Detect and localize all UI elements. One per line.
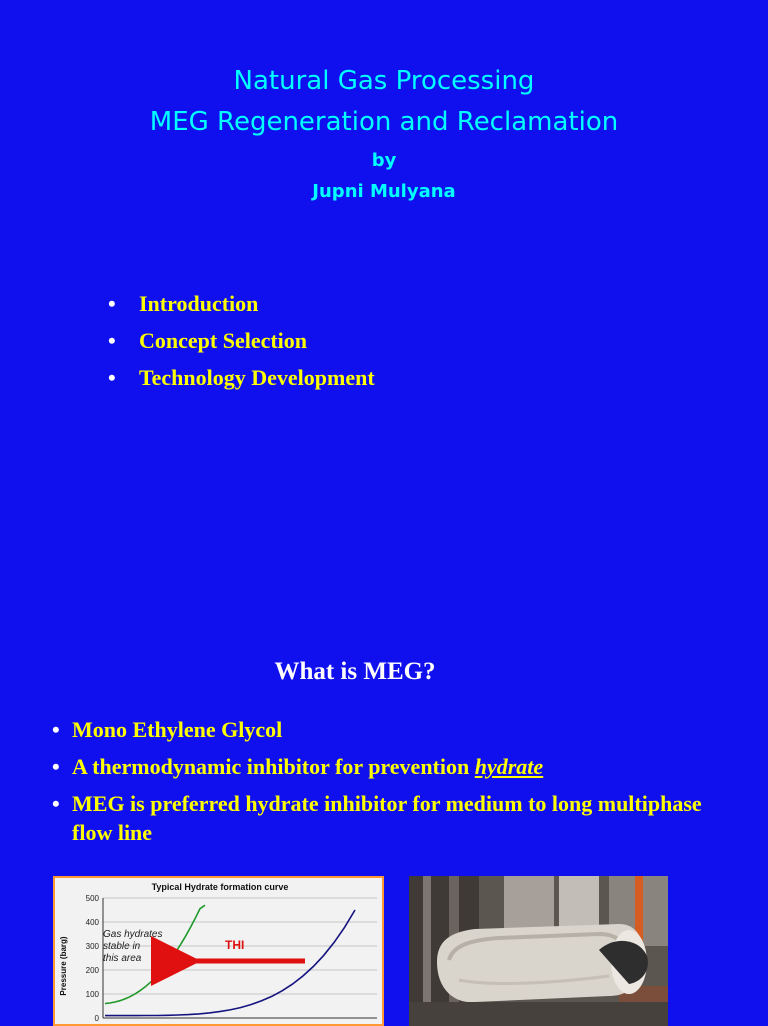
chart-annotation: Gas hydrates stable in this area bbox=[103, 929, 163, 964]
author-name: Jupni Mulyana bbox=[312, 181, 456, 202]
agenda-item bbox=[108, 325, 375, 362]
hydrate-curve-chart bbox=[53, 876, 384, 1026]
agenda-list bbox=[108, 288, 375, 399]
y-axis-label: Pressure (barg) bbox=[59, 936, 68, 996]
presentation-title: Natural Gas Processing bbox=[233, 66, 535, 96]
chart-title: Typical Hydrate formation curve bbox=[151, 882, 289, 892]
y-tick-label: 200 bbox=[85, 966, 99, 975]
agenda-item bbox=[108, 362, 375, 399]
hydrate-plug-photo bbox=[409, 876, 668, 1026]
meg-bullet-text: Mono Ethylene Glycol bbox=[72, 717, 283, 742]
y-tick-label: 300 bbox=[85, 942, 99, 951]
presentation-subtitle: MEG Regeneration and Reclamation bbox=[149, 107, 619, 137]
bullet-glyph: • bbox=[52, 717, 60, 742]
by-label: by bbox=[371, 150, 397, 171]
thi-label: THI bbox=[225, 938, 245, 952]
bullet-glyph: • bbox=[52, 791, 60, 816]
agenda-item-label: Technology Development bbox=[139, 365, 375, 390]
y-tick-label: 0 bbox=[94, 1014, 99, 1023]
meg-bullet bbox=[50, 715, 740, 744]
bullet-glyph: • bbox=[52, 754, 60, 779]
hydrate-curve-svg bbox=[55, 878, 382, 1024]
agenda-item-label: Introduction bbox=[139, 291, 259, 316]
meg-bullet-text: MEG is preferred hydrate inhibitor for medium to long multiphase flow line bbox=[72, 791, 702, 845]
meg-bullet-text: A thermodynamic inhibitor for prevention bbox=[72, 754, 475, 779]
meg-bullet bbox=[50, 752, 740, 781]
y-tick-label: 100 bbox=[85, 990, 99, 999]
hydrate-plug-image bbox=[409, 876, 668, 1026]
agenda-item bbox=[108, 288, 375, 325]
agenda-item-label: Concept Selection bbox=[139, 328, 308, 353]
bullet-glyph: • bbox=[108, 328, 116, 353]
hydrate-emphasis: hydrate bbox=[474, 754, 544, 779]
slide-heading: What is MEG? bbox=[274, 658, 436, 685]
y-tick-label: 400 bbox=[85, 918, 99, 927]
slide-what-is-meg bbox=[0, 620, 768, 1024]
bullet-glyph: • bbox=[108, 291, 116, 316]
meg-bullet bbox=[50, 789, 740, 847]
y-tick-label: 500 bbox=[85, 894, 99, 903]
bullet-glyph: • bbox=[108, 365, 116, 390]
meg-bullet-list bbox=[50, 715, 740, 855]
